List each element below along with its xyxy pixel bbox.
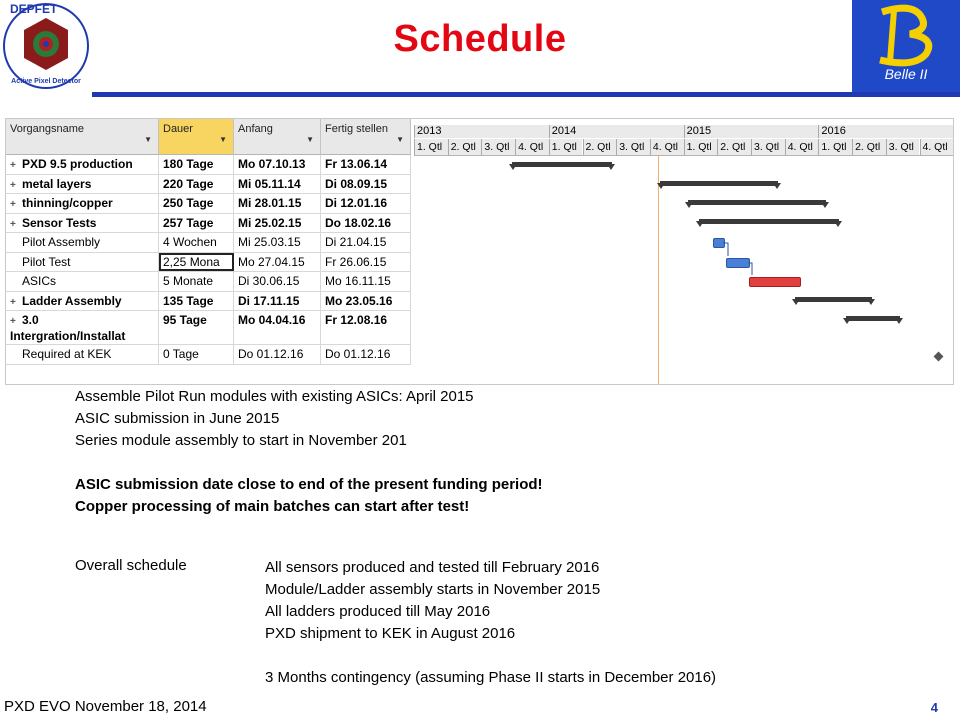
note-line (75, 452, 543, 474)
expand-icon[interactable]: + (10, 316, 16, 327)
cell-name[interactable] (6, 253, 159, 272)
cell-name[interactable] (6, 175, 159, 194)
overall-line: All sensors produced and tested till February 2016 (265, 559, 600, 576)
quarter-header: 4. Qtl (785, 139, 819, 155)
cell-end[interactable]: Di 12.01.16 (321, 194, 411, 213)
belle-b-icon (852, 0, 960, 70)
page-title: Schedule (393, 18, 567, 60)
year-header: 2016 (818, 125, 953, 138)
cell-end[interactable]: Do 01.12.16 (321, 345, 411, 364)
quarter-header: 1. Qtl (414, 139, 448, 155)
year-header: 2015 (684, 125, 819, 138)
quarter-header: 2. Qtl (852, 139, 886, 155)
table-row[interactable] (6, 175, 411, 195)
task-name: Ladder Assembly (22, 293, 122, 308)
sort-arrow-icon[interactable]: ▼ (144, 135, 152, 144)
overall-line: Module/Ladder assembly starts in November 2015 (265, 581, 601, 598)
expand-icon[interactable]: + (10, 218, 16, 230)
sort-arrow-icon[interactable]: ▼ (219, 135, 227, 144)
cell-name[interactable] (6, 292, 159, 311)
year-header: 2014 (549, 125, 684, 138)
table-row[interactable] (6, 292, 411, 312)
overall-line: All ladders produced till May 2016 (265, 603, 491, 620)
cell-start[interactable]: Mi 05.11.14 (234, 175, 321, 194)
footer-text: PXD EVO November 18, 2014 (4, 698, 207, 715)
task-name: Pilot Test (22, 254, 71, 269)
cell-dur[interactable]: 135 Tage (159, 292, 234, 311)
timeline (414, 119, 953, 384)
table-row[interactable] (6, 253, 411, 273)
cell-start[interactable]: Mo 07.10.13 (234, 155, 321, 174)
expand-icon[interactable]: + (10, 179, 16, 191)
cell-dur[interactable]: 4 Wochen (159, 233, 234, 252)
cell-end[interactable]: Mo 16.11.15 (321, 272, 411, 291)
quarter-header: 2. Qtl (583, 139, 617, 155)
table-row[interactable] (6, 233, 411, 253)
overall-line: 3 Months contingency (assuming Phase II starts in December 2016) (265, 669, 717, 686)
cell-dur[interactable]: 5 Monate (159, 272, 234, 291)
table-row[interactable] (6, 194, 411, 214)
overall-schedule-label: Overall schedule (75, 557, 187, 574)
dependency-arrows (414, 119, 953, 384)
depfet-logo-text: DEPFET (10, 2, 58, 16)
cell-start[interactable]: Mi 28.01.15 (234, 194, 321, 213)
overall-line: PXD shipment to KEK in August 2016 (265, 625, 516, 642)
table-row[interactable] (6, 311, 411, 345)
task-name-line2: Intergration/Installat (10, 329, 126, 343)
column-header-fertig-stellen[interactable]: Fertig stellen ▼ (321, 119, 411, 155)
cell-name[interactable] (6, 345, 159, 364)
cell-start[interactable]: Mo 27.04.15 (234, 253, 321, 272)
cell-end[interactable]: Fr 26.06.15 (321, 253, 411, 272)
cell-start[interactable]: Mi 25.03.15 (234, 233, 321, 252)
page-number: 4 (930, 700, 938, 715)
cell-end[interactable]: Di 08.09.15 (321, 175, 411, 194)
quarter-header: 4. Qtl (920, 139, 954, 155)
cell-start[interactable]: Mi 25.02.15 (234, 214, 321, 233)
gantt-chart (5, 118, 954, 385)
belle-ii-logo (852, 0, 960, 92)
cell-dur[interactable]: 220 Tage (159, 175, 234, 194)
column-header-vorgangsname[interactable]: Vorgangsname ▼ (6, 119, 159, 155)
note-line: Series module assembly to start in November 201 (75, 432, 407, 449)
task-name: 3.0 (22, 313, 39, 327)
sort-arrow-icon[interactable]: ▼ (306, 135, 314, 144)
quarter-header: 3. Qtl (886, 139, 920, 155)
cell-end[interactable]: Fr 12.08.16 (321, 311, 411, 344)
cell-end[interactable]: Do 18.02.16 (321, 214, 411, 233)
cell-end[interactable]: Mo 23.05.16 (321, 292, 411, 311)
note-line-bold: ASIC submission date close to end of the present funding period! (75, 476, 543, 493)
cell-start[interactable]: Do 01.12.16 (234, 345, 321, 364)
task-name: Required at KEK (22, 347, 112, 361)
task-name: Sensor Tests (22, 215, 97, 230)
cell-dur[interactable]: 180 Tage (159, 155, 234, 174)
cell-name[interactable] (6, 214, 159, 233)
note-line: ASIC submission in June 2015 (75, 410, 280, 427)
note-line: Assemble Pilot Run modules with existing ASICs: April 2015 (75, 388, 474, 405)
cell-start[interactable]: Mo 04.04.16 (234, 311, 321, 344)
expand-icon[interactable]: + (10, 199, 16, 210)
task-name: ASICs (22, 274, 57, 288)
cell-dur[interactable]: 0 Tage (159, 345, 234, 364)
expand-icon[interactable]: + (10, 296, 16, 308)
column-header-dauer[interactable]: Dauer ▼ (159, 119, 234, 155)
note-line-bold: Copper processing of main batches can start after test! (75, 498, 470, 515)
overall-schedule-list (265, 557, 716, 689)
table-row[interactable] (6, 155, 411, 175)
table-row[interactable] (6, 272, 411, 292)
expand-icon[interactable]: + (10, 160, 16, 171)
quarter-header: 1. Qtl (549, 139, 583, 155)
task-name: metal layers (22, 176, 92, 191)
sort-arrow-icon[interactable]: ▼ (396, 135, 404, 144)
cell-name[interactable] (6, 272, 159, 291)
cell-name[interactable] (6, 155, 159, 174)
column-header-anfang[interactable]: Anfang ▼ (234, 119, 321, 155)
cell-name[interactable] (6, 311, 159, 344)
cell-name[interactable] (6, 233, 159, 252)
table-row[interactable] (6, 345, 411, 365)
task-name: thinning/copper (22, 196, 113, 210)
quarter-header: 1. Qtl (684, 139, 718, 155)
year-header: 2013 (414, 125, 549, 138)
depfet-logo-subtext: Active Pixel Detector (11, 78, 81, 85)
quarter-header: 3. Qtl (481, 139, 515, 155)
cell-end[interactable]: Fr 13.06.14 (321, 155, 411, 174)
quarter-header: 3. Qtl (751, 139, 785, 155)
cell-name[interactable] (6, 194, 159, 213)
cell-dur[interactable]: 95 Tage (159, 311, 234, 344)
quarter-header: 4. Qtl (515, 139, 549, 155)
title-rule (92, 92, 960, 97)
task-name: PXD 9.5 production (22, 157, 133, 171)
quarter-header: 2. Qtl (448, 139, 482, 155)
quarter-header: 3. Qtl (616, 139, 650, 155)
quarter-header: 1. Qtl (818, 139, 852, 155)
quarter-header: 2. Qtl (717, 139, 751, 155)
quarter-header: 4. Qtl (650, 139, 684, 155)
cell-start[interactable]: Di 30.06.15 (234, 272, 321, 291)
task-name: Pilot Assembly (22, 235, 101, 249)
belle-ii-text: Belle II (884, 66, 928, 82)
cell-start[interactable]: Di 17.11.15 (234, 292, 321, 311)
cell-dur[interactable]: 250 Tage (159, 194, 234, 213)
cell-end[interactable]: Di 21.04.15 (321, 233, 411, 252)
overall-line (265, 645, 716, 667)
cell-dur[interactable]: 257 Tage (159, 214, 234, 233)
cell-dur[interactable]: 2,25 Mona (159, 253, 234, 272)
table-row[interactable] (6, 214, 411, 234)
notes (75, 386, 543, 518)
task-table (6, 119, 411, 384)
